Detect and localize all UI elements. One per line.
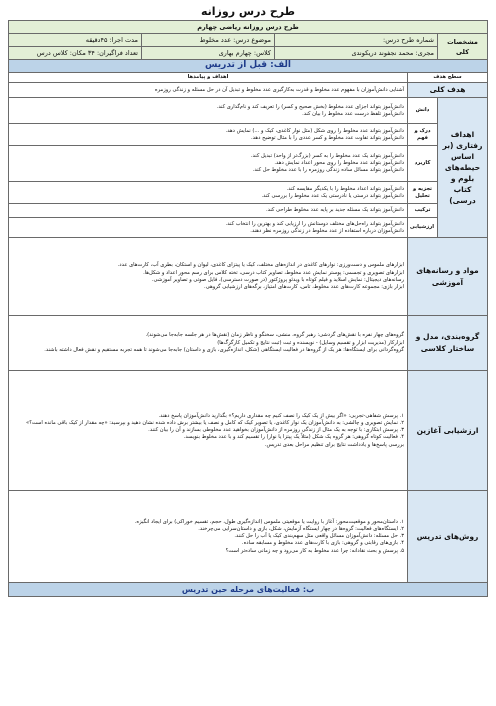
grouping-line: گروه‌های چهار نفره با نقش‌های گردشی: رهبر گروه، منشی، سخنگو و ناظر زمان (نقش‌ها در هر جلسه جابه‌جا می‌شوند). <box>145 332 404 339</box>
bloom-level-evaluation: ارزشیابی <box>408 218 438 238</box>
goal-line: دانش‌آموز تلفظ درست عدد مخلوط را بیان کند. <box>302 110 404 117</box>
lesson-plan-table <box>8 20 488 597</box>
lesson-duration: مدت اجرا: ۴۵دقیقه <box>9 34 142 47</box>
grouping-label: گروه‌بندی، مدل و ساختار کلاسی <box>408 316 488 371</box>
bloom-level-analysis: تجزیه و تحلیل <box>408 182 438 204</box>
pre-eval-line: ۴. فعالیت کوتاه گروهی: هر گروه یک شکل (مثلاً یک پیتزا یا نوار) را تقسیم کند و با عدد مخلوط بنویسد. <box>183 434 404 441</box>
analysis-goals <box>9 182 408 204</box>
pre-eval-line: ۳. پرسش ابتکاری: با توجه به یک مثال از زندگی روزمره از دانش‌آموزان بخواهید عدد مخلوطی بسازند و آن را بیان کنند. <box>148 427 404 434</box>
lesson-plan-page <box>8 4 488 698</box>
method-line: ۴. بازی‌های رقابتی و گروهی: بازی با کارت‌های عدد مخلوط و مسابقه ساده. <box>241 540 404 547</box>
bloom-level-knowledge: دانش <box>408 98 438 124</box>
specs-label: مشخصات کلی <box>438 34 488 60</box>
section-before-teaching: الف: قبل از تدریس <box>9 60 488 73</box>
lesson-executor: مجری: محمد نجفوند دریکوندی <box>275 47 438 60</box>
method-line: ۳. حل مسئله: دانش‌آموزان مسائل واقعی مثل سهم‌بندی کیک یا آب را حل کنند. <box>234 533 404 540</box>
materials-line: ابزارهای تصویری و تجسمی: پوستر نمایش عدد مخلوط، تصاویر کتاب درسی، تخته کلاس برای رسم محور اعداد و شکل‌ها. <box>143 269 404 276</box>
plan-number: شماره طرح درس: <box>275 34 438 47</box>
grouping-line: گروه‌گردانی برای ایستگاه‌ها: هر یک از گروه‌ها در فعالیت ایستگاهی (شکل، اندازه‌گیری، بازی و داستان) جابه‌جا می‌شوند تا همه تجربه مستقیم و نقش فعال داشته باشند. <box>44 346 404 353</box>
knowledge-goals <box>9 98 408 124</box>
grouping-line: ابزارکار (مدیریت ابزار و تقسیم وسایل) - نویسنده و ثبت (ثبت نتایج و تکمیل کارگرگ‌ها) <box>217 339 404 346</box>
goal-line: دانش‌آموزان درباره استفاده از عدد مخلوط در زندگی روزمره نظر دهند. <box>250 227 404 234</box>
grouping-text <box>9 316 408 371</box>
understanding-goals <box>9 124 408 146</box>
lesson-subject: موضوع درس: عدد مخلوط <box>142 34 275 47</box>
pre-eval-line: ۲. نمایش تصویری و چالشی: به دانش‌آموزان یک نوار کاغذی، یا تصویر کیک که کامل و نصف یا بیشتر برش داده شده نشان دهید و بپرسید: «چه مقدار از کیک باقی مانده است؟» <box>26 419 404 426</box>
materials-line: ابزار بازی: مجموعه کارت‌های عدد مخلوط، تاس، کارت‌های امتیاز، برگه‌های ارزشیابی گروهی. <box>204 284 404 291</box>
teaching-methods-text <box>9 491 408 583</box>
lesson-grade: کلاس: چهارم بهاری <box>142 47 275 60</box>
materials-text <box>9 238 408 316</box>
goal-line: دانش‌آموز بتواند مسائل ساده زندگی روزمره را با عدد مخلوط حل کند. <box>252 167 404 174</box>
goal-line: دانش‌آموز بتواند عدد مخلوط را روی شکل (مثل نوار کاغذی، کیک و ...) نمایش دهد. <box>225 127 404 134</box>
method-line: ۱. داستان‌محور و موقعیت‌محور: آغاز با روایت یا موقعیتی ملموس (اندازه‌گیری طول، حجم، تقسیم خوراکی) برای ایجاد انگیزه. <box>134 518 404 525</box>
method-line: ۲. ایستگاه‌های فعالیت: گروه‌ها در چهار ایستگاه آزمایش، شکل، بازی و داستان‌سرایی می‌چرخند. <box>198 525 404 532</box>
goal-line: دانش‌آموز بتواند یک عدد مخلوط را به کسر (بزرگ‌تر از واحد) تبدیل کند. <box>250 152 404 159</box>
bloom-level-synthesis: ترکیب <box>408 204 438 218</box>
behavioral-goals-label: اهداف رفتاری (بر اساس حیطه‌های بلوم و کتاب درسی) <box>438 98 488 238</box>
synthesis-goals <box>9 204 408 218</box>
page-title: طرح درس روزانه <box>200 5 296 18</box>
pre-evaluation-label: ارزشیابی آغازین <box>408 371 488 491</box>
section-during-teaching: ب: فعالیت‌های مرحله حین تدریس <box>9 583 488 597</box>
application-goals <box>9 146 408 182</box>
pre-evaluation-text <box>9 371 408 491</box>
goal-line: دانش‌آموز بتواند راه‌حل‌های مختلف دوستانش را ارزیابی کند و بهترین را انتخاب کند. <box>225 220 404 227</box>
lesson-students: تعداد فراگیران: ۳۴ <box>87 49 138 57</box>
goal-line: دانش‌آموز بتواند اجزای عدد مخلوط (بخش صحیح و کسر) را تعریف کند و نام‌گذاری کند. <box>216 103 404 110</box>
goal-line: دانش‌آموز بتواند تفاوت عدد مخلوط و کسر عددی را با مثال توضیح دهد. <box>251 134 404 141</box>
plan-title: طرح درس روزانه ریاضی چهارم <box>9 21 488 34</box>
goal-line: دانش‌آموز بتواند عدد مخلوط را روی محور اعداد نمایش دهد. <box>274 160 404 167</box>
lesson-students-place <box>9 47 142 60</box>
teaching-methods-label: روش‌های تدریس <box>408 491 488 583</box>
goal-line: دانش‌آموز بتواند درستی یا نادرستی یک عدد مخلوط را بررسی کند. <box>261 192 404 199</box>
level-header: سطح هدف <box>408 73 488 83</box>
materials-line: ابزارهای ملموس و دست‌ورزی: نوارهای کاغذی در اندازه‌های مختلف، کیک یا پیتزای کاغذی، لیوان و استکان، بطری آب، کارت‌های عدد. <box>117 262 404 269</box>
general-goal-text: آشنایی دانش‌آموزان با مفهوم عدد مخلوط و قدرت به‌کارگیری عدد مخلوط و تبدیل آن در حل مسئله و زندگی روزمره <box>9 83 408 98</box>
goal-line: دانش‌آموز بتواند اعداد مخلوط را با یکدیگر مقایسه کند. <box>286 185 404 192</box>
materials-label: مواد و رسانه‌های آموزشی <box>408 238 488 316</box>
evaluation-goals <box>9 218 408 238</box>
pre-eval-line: ۱. پرسش شفاهی-تجربی: «اگر بیش از یک کیک را نصف کنیم چه مقداری داریم؟» بگذارید دانش‌آموزان پاسخ دهند. <box>158 412 404 419</box>
materials-line: رسانه‌های دیجیتال: نمایش اسلاید و فیلم کوتاه با ویدئو پروژکتور (در صورت دسترسی)، فایل صوتی و تصاویر آموزشی. <box>151 276 404 283</box>
pre-eval-line: بررسی پاسخ‌ها و یادداشت نتایج برای تنظیم مراحل بعدی تدریس. <box>264 441 404 448</box>
goal-line: دانش‌آموز بتواند یک مسئله جدید بر پایه عدد مخلوط طراحی کند. <box>265 207 404 214</box>
bloom-level-application: کاربرد <box>408 146 438 182</box>
general-goal-label: هدف کلی <box>408 83 488 98</box>
method-line: ۵. پرسش و بحث نقادانه: چرا عدد مخلوط به کار می‌رود و چه زمانی ساده‌تر است؟ <box>225 547 404 554</box>
objectives-header: اهداف و پیامدها <box>9 73 408 83</box>
lesson-place: مکان: کلاس درس <box>36 49 86 57</box>
bloom-level-understanding: درک و فهم <box>408 124 438 146</box>
